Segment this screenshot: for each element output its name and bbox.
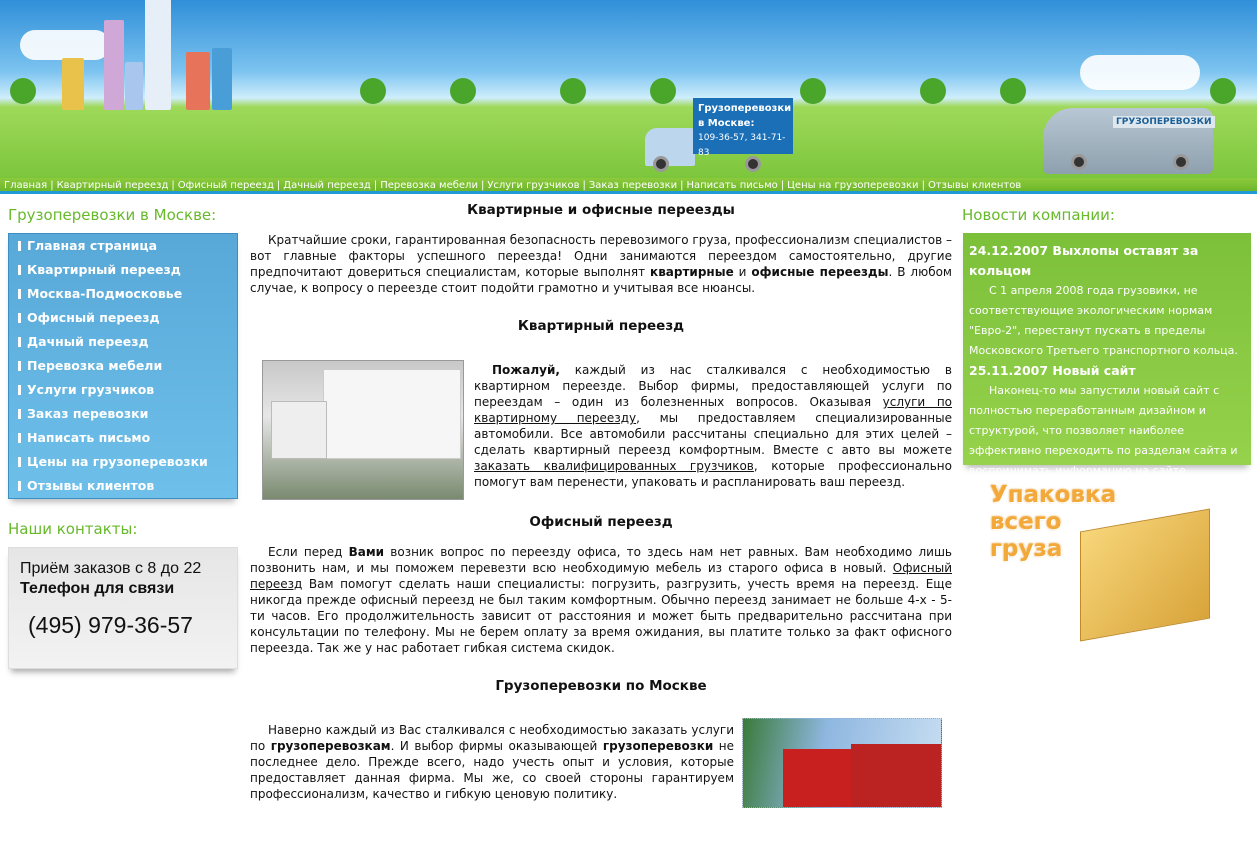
bullet-icon xyxy=(18,361,21,371)
bullet-icon xyxy=(18,409,21,419)
topnav-link[interactable]: Дачный переезд xyxy=(283,180,371,191)
tree xyxy=(10,78,36,104)
bullet-icon xyxy=(18,481,21,491)
van-label: ГРУЗОПЕРЕВОЗКИ xyxy=(1113,116,1215,128)
sidebar-item[interactable] xyxy=(9,330,237,354)
text: , мы предоставляем специализированные автомобили. Все автомобили рассчитаны специально для этих целей – сделать квартирный переезд комфортным. Вместе с авто вы можете xyxy=(474,411,952,457)
topnav-link[interactable]: Заказ перевозки xyxy=(588,180,678,191)
text: Наверно каждый из Вас сталкивался с необходимостью заказать услуги по xyxy=(250,723,734,753)
bold-text: квартирные xyxy=(650,265,734,279)
building xyxy=(104,20,124,110)
top-navigation xyxy=(0,178,1257,194)
sidebar-item-label: Москва-Подмосковье xyxy=(27,286,183,301)
truck-photo xyxy=(262,360,464,500)
tree xyxy=(800,78,826,104)
wheel xyxy=(653,156,669,172)
sign-title: Грузоперевозки xyxy=(698,103,792,114)
nav-separator: | xyxy=(780,180,785,191)
van xyxy=(1043,108,1213,174)
order-hours: Приём заказов с 8 до 22 xyxy=(20,560,202,577)
topnav-link[interactable]: Перевозка мебели xyxy=(380,180,478,191)
nav-separator: | xyxy=(276,180,281,191)
sidebar-item-label: Офисный переезд xyxy=(27,310,160,325)
bold-text: грузоперевозки xyxy=(602,739,714,753)
tree xyxy=(450,78,476,104)
topnav-link[interactable]: Написать письмо xyxy=(686,180,778,191)
sidebar-item-label: Квартирный переезд xyxy=(27,262,181,277)
truck-with-sign xyxy=(645,98,795,176)
wheel xyxy=(745,156,761,172)
sidebar-item-label: Главная страница xyxy=(27,238,158,253)
building xyxy=(62,58,84,110)
phone-label: Телефон для связи xyxy=(20,580,175,597)
tree xyxy=(1000,78,1026,104)
sidebar-item[interactable] xyxy=(9,354,237,378)
contacts-box xyxy=(8,547,238,669)
sidebar-item[interactable] xyxy=(9,474,237,498)
sidebar-item[interactable] xyxy=(9,258,237,282)
bullet-icon xyxy=(18,241,21,251)
cloud xyxy=(20,30,110,60)
inline-link[interactable]: услуги по квартирному переезду xyxy=(474,395,953,425)
sidebar-item-label: Заказ перевозки xyxy=(27,406,149,421)
text: Кратчайшие сроки, гарантированная безопасность перевозимого груза, профессионализм специалистов – вот главные факторы успешного переезда! Одни занимаются переездом самостоятельно, другие предпочитают довериться специалистам, которые выполнят xyxy=(250,233,952,279)
wheel xyxy=(1071,154,1087,170)
nav-separator: | xyxy=(921,180,925,191)
sidebar-item-label: Цены на грузоперевозки xyxy=(27,454,208,469)
header-phone-sign xyxy=(693,98,793,158)
building xyxy=(125,62,143,110)
sidebar-item[interactable] xyxy=(9,234,237,258)
nav-separator: | xyxy=(680,180,684,191)
sidebar-item-label: Перевозка мебели xyxy=(27,358,163,373)
bullet-icon xyxy=(18,265,21,275)
news-box xyxy=(963,233,1251,477)
inline-link[interactable]: Офисный переезд xyxy=(250,561,952,591)
text: . И выбор фирмы оказывающей xyxy=(390,739,603,753)
topnav-link[interactable]: Офисный переезд xyxy=(177,180,274,191)
text: возник вопрос по переезду офиса, то здесь нам нет равных. Вам необходимо лишь позвонить нам, и мы поможем перевезти всю необходимую мебель из старого офиса в новый. xyxy=(250,545,952,575)
news-item-title[interactable]: 24.12.2007 Выхлопы оставят за кольцом xyxy=(969,243,1199,278)
tree xyxy=(1210,78,1236,104)
office-paragraph xyxy=(250,544,952,656)
main-content xyxy=(250,200,952,808)
bullet-icon xyxy=(18,289,21,299)
bold-text: Пожалуй, xyxy=(492,363,560,377)
bullet-icon xyxy=(18,337,21,347)
intro-paragraph xyxy=(250,232,952,296)
topnav-link[interactable]: Услуги грузчиков xyxy=(487,180,580,191)
bold-text: офисные переезды xyxy=(751,265,889,279)
page-title: Квартирные и офисные переезды xyxy=(467,202,735,218)
news-item-body: Наконец-то мы запустили новый сайт с полностью переработанным дизайном и структурой, что позволяет наиболее эффективно переходить по разделам сайта и воспринимать информацию на сайте. xyxy=(969,384,1238,477)
sidebar-item[interactable] xyxy=(9,450,237,474)
bullet-icon xyxy=(18,457,21,467)
text: . В любом случае, к вопросу о переезде стоит подойти грамотно и учитывая все нюансы. xyxy=(250,265,952,295)
topnav-link[interactable]: Цены на грузоперевозки xyxy=(787,180,919,191)
nav-separator: | xyxy=(582,180,586,191)
tree xyxy=(560,78,586,104)
sign-subtitle: в Москве: xyxy=(698,118,755,129)
sidebar-item[interactable] xyxy=(9,402,237,426)
nav-separator: | xyxy=(171,180,175,191)
topnav-link[interactable]: Главная xyxy=(4,180,48,191)
text: не последнее дело. Прежде всего, надо учесть опыт и условия, которые предоставляет данная фирма. Мы же, со своей стороны гарантируем профессионализм, качество и гибкую ценовую политику. xyxy=(250,739,734,801)
news-item-body: С 1 апреля 2008 года грузовики, не соответствующие экологическим нормам "Евро-2", перестанут пускать в пределы Московского Третьего транспортного кольца. xyxy=(969,284,1238,357)
text: Если перед xyxy=(268,545,349,559)
topnav-link[interactable]: Отзывы клиентов xyxy=(927,180,1022,191)
sidebar-item[interactable] xyxy=(9,378,237,402)
header-banner xyxy=(0,0,1257,178)
bullet-icon xyxy=(18,313,21,323)
nav-separator: | xyxy=(50,180,54,191)
news-item-title[interactable]: 25.11.2007 Новый сайт xyxy=(969,363,1136,378)
nav-separator: | xyxy=(373,180,378,191)
sidebar-menu xyxy=(8,233,238,499)
promo-text: Упаковка всего груза xyxy=(990,482,1117,562)
inline-link[interactable]: заказать квалифицированных грузчиков xyxy=(474,459,754,473)
bold-text: Вами xyxy=(348,545,385,559)
sidebar-item-label: Услуги грузчиков xyxy=(27,382,155,397)
building xyxy=(186,52,210,110)
tree xyxy=(360,78,386,104)
red-truck-photo xyxy=(742,718,942,808)
sidebar-item[interactable] xyxy=(9,306,237,330)
topnav-link[interactable]: Квартирный переезд xyxy=(56,180,169,191)
sidebar-item-label: Отзывы клиентов xyxy=(27,478,155,493)
section-title-moscow: Грузоперевозки по Москве xyxy=(495,678,707,694)
contacts-title: Наши контакты: xyxy=(8,520,138,538)
sidebar-item-label: Дачный переезд xyxy=(27,334,149,349)
building xyxy=(212,48,232,110)
sidebar-item-label: Написать письмо xyxy=(27,430,151,445)
building xyxy=(145,0,171,110)
cloud xyxy=(1080,55,1200,90)
section-title-office: Офисный переезд xyxy=(529,514,673,530)
sidebar-item[interactable] xyxy=(9,282,237,306)
wheel xyxy=(1173,154,1189,170)
sign-phones: 109-36-57, 341-71-83 xyxy=(698,133,786,158)
packing-promo-banner[interactable] xyxy=(985,480,1230,650)
bold-text: грузоперевозкам xyxy=(270,739,391,753)
tree xyxy=(920,78,946,104)
news-title: Новости компании: xyxy=(962,206,1115,224)
sidebar-item[interactable] xyxy=(9,426,237,450)
bullet-icon xyxy=(18,433,21,443)
bullet-icon xyxy=(18,385,21,395)
nav-separator: | xyxy=(480,180,485,191)
text: , которые профессионально помогут вам перенести, упаковать и распланировать ваш переезд. xyxy=(474,459,952,489)
text: и xyxy=(733,265,752,279)
text: Вам помогут сделать наши специалисты: погрузить, разгрузить, учесть время на переезд. Еще никогда прежде офисный переезд не был таким комфортным. Обычно переезд занимает не больше 4-х - 5-ти часов. Его продолжительность зависит от расстояния и может быть предварительно рассчитана при консультации по телефону. Мы не берем оплату за время ожидания, вы платите только за факт офисного переезда. Так же у нас работает гибкая система скидок. xyxy=(250,577,952,655)
text: каждый из нас сталкивался с необходимостью в квартирном переезде. Выбор фирмы, предоставляющей услуги по переездам – один из болезненных вопросов. Оказывая xyxy=(474,363,952,409)
left-title: Грузоперевозки в Москве: xyxy=(8,206,217,224)
section-title-apartment: Квартирный переезд xyxy=(517,318,685,334)
phone-number: (495) 979-36-57 xyxy=(28,612,193,638)
